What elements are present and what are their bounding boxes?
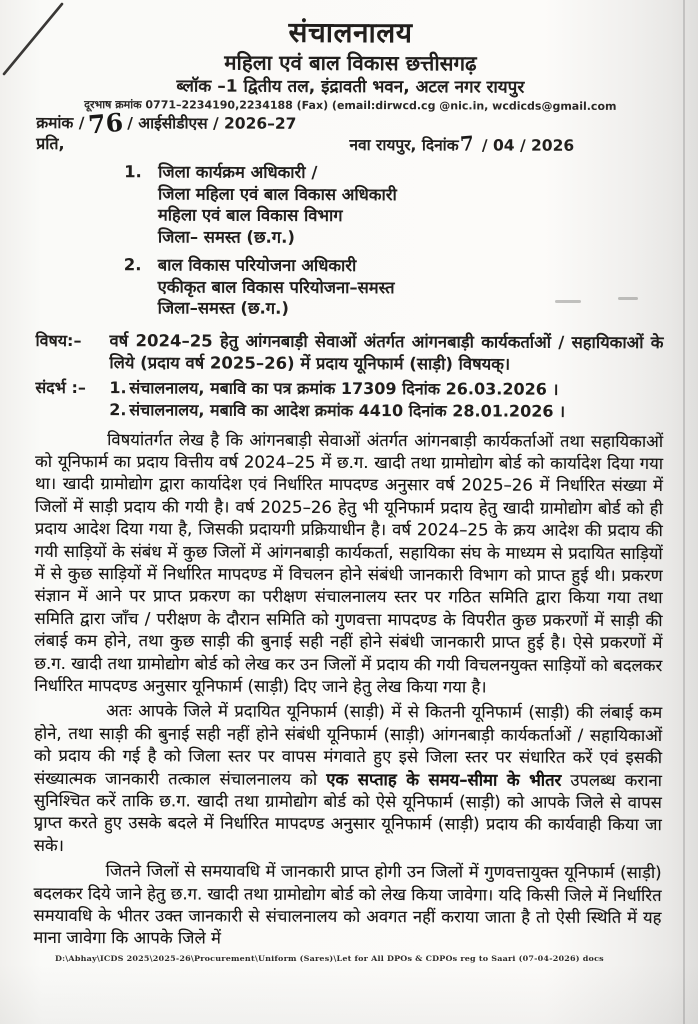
- addressee-line: एकीकृत बाल विकास परियोजना–समस्त: [157, 276, 395, 297]
- place-date-label: नवा रायपुर, दिनांक: [349, 135, 459, 155]
- addressee-line: बाल विकास परियोजना अधिकारी: [157, 255, 357, 276]
- addressee-number: 2.: [123, 255, 142, 275]
- letter-content: [33, 15, 664, 952]
- org-title: संचालनालय: [288, 15, 413, 50]
- addressee-lines: [158, 254, 395, 319]
- handwritten-date-day: 7: [459, 130, 476, 156]
- body-paragraph-1: विषयांतर्गत लेख है कि आंगनबाड़ी सेवाओं अंतर्गत आंगनबाड़ी कार्यकर्ताओं तथा सहायिकाओं को यूनिफार्म का प्रदाय वित्तीय वर्ष 2024–25 में छ.ग. खादी तथा ग्रामोद्योग बोर्ड को कार्यादेश दिया गया था। खादी ग्रामोद्योग द्वारा कार्यादेश एवं निर्धारित मापदण्ड अनुसार वर्ष 2025–26 में निर्धारित संख्या में जिलों में साड़ी प्रदाय की गयी है। वर्ष 2025–26 हेतु भी यूनिफार्म प्रदाय हेतु खादी ग्रामोद्योग बोर्ड को ही प्रदाय आदेश दिया गया है, जिसकी प्रदायगी प्रक्रियाधीन है। वर्ष 2024–25 के क्रय आदेश की प्रदाय की गयी साड़ियों के संबंध में कुछ जिलों में आंगनबाड़ी कार्यकर्ता, सहायिका संघ के माध्यम से प्रदायित साड़ियों में से कुछ साड़ियों में निर्धारित मापदण्ड में विचलन होने संबंधी जानकारी विभाग को प्राप्त हुई थी। प्रकरण संज्ञान में आने पर प्राप्त प्रकरण का परीक्षण संचालनालय स्तर पर गठित समिति द्वारा किया गया तथा समिति द्वारा जाँच / परीक्षण के दौरान समिति को गुणवत्ता मापदण्ड के विपरीत कुछ प्रकरणों में साड़ी की लंबाई कम होने, तथा कुछ साड़ी की बुनाई सही नहीं होने संबंधी जानकारी प्राप्त हुई है। ऐसे प्रकरणों में छ.ग. खादी तथा ग्रामोद्योग बोर्ड को लेख कर उन जिलों में प्रदाय की गयी विचलनयुक्त साड़ियों को बदलकर निर्धारित मापदण्ड अनुसार यूनिफार्म (साड़ी) दिए जाने हेतु लेख किया गया है।: [34, 429, 664, 697]
- place-date: [349, 130, 575, 156]
- addressee-line: महिला एवं बाल विकास विभाग: [157, 205, 343, 225]
- reference-item-2: [109, 399, 565, 423]
- subject-label: विषय:–: [35, 330, 82, 350]
- reference-number: 2.: [109, 399, 127, 419]
- body-paragraph-2: [34, 700, 663, 859]
- salutation-date-row: [36, 130, 664, 156]
- addressee-item-1: [36, 161, 664, 249]
- reference-block: [35, 376, 663, 422]
- reference-items: [109, 377, 565, 423]
- scan-bottom-shadow: [0, 964, 698, 1024]
- deadline-bold-text: एक सप्ताह के समय–सीमा के भीतर: [326, 769, 562, 790]
- addressee-item-2: [36, 254, 664, 321]
- addressee-line: जिला– समस्त (छ.ग.): [157, 226, 295, 247]
- handwritten-letter-number: 76: [87, 107, 125, 140]
- contact-line: दूरभाष क्रमांक 0771–2234190,2234188 (Fax) (email:dirwcd.cg @nic.in, wcdicds@gmail.com: [84, 98, 617, 113]
- department-title: महिला एवं बाल विकास छत्तीसगढ़: [224, 50, 477, 76]
- reference-text: संचालनालय, मबावि का आदेश क्रमांक 4410 दिनांक 28.01.2026 ।: [129, 399, 566, 421]
- reference-text: संचालनालय, मबावि का पत्र क्रमांक 17309 दिनांक 26.03.2026 ।: [129, 377, 559, 399]
- body-paragraph-3: जितने जिलों से समयावधि में जानकारी प्राप्त होगी उन जिलों में गुणवत्तायुक्त यूनिफार्म (साड़ी) बदलकर दिये जाने हेतु छ.ग. खादी तथा ग्रामोद्योग बोर्ड को लेख किया जावेगा। यदि किसी जिले में निर्धारित समयावधि के भीतर उक्त जानकारी से संचालनालय को अवगत नहीं कराया जाता है तो ऐसी स्थिति में यह माना जावेगा कि आपके जिले में: [33, 861, 662, 948]
- subject-text: वर्ष 2024–25 हेतु आंगनबाड़ी सेवाओं अंतर्गत आंगनबाड़ी कार्यकर्ताओं / सहायिकाओं के लिये (प्रदाय वर्ष 2025–26) में प्रदाय यूनिफार्म (साड़ी) विषयक्।: [109, 330, 664, 374]
- salutation-prati: प्रति,: [36, 133, 65, 154]
- paragraph-2-text-after: उपलब्ध कराना सुनिश्चित करें ताकि छ.ग. खादी तथा ग्रामोद्योग बोर्ड को ऐसे यूनिफार्म (साड़ी) को आपके जिले से वापस प्राप्त करते हुए उसके बदले में निर्धारित मापदण्ड अनुसार यूनिफार्म (साड़ी) प्रदाय की कार्यवाही किया जा सके।: [33, 770, 663, 855]
- addressee-line: जिला कार्यक्रम अधिकारी /: [158, 162, 318, 182]
- office-address: ब्लॉक –1 द्वितीय तल, इंद्रावती भवन, अटल नगर रायपुर: [176, 76, 525, 98]
- footer-file-path: D:\Abhay\ICDS 2025\2025-26\Procurement\Uniform (Sares)\Let for All DPOs & CDPOs reg to Saari (07-04-2026) docs: [55, 953, 604, 963]
- reference-label: संदर्भ :–: [35, 377, 86, 397]
- addressee-line: जिला–समस्त (छ.ग.): [157, 298, 289, 318]
- reference-number: 1.: [109, 377, 127, 397]
- letter-number-suffix: / आईसीडीएस / 2026–27: [127, 114, 297, 133]
- letter-number-prefix: क्रमांक /: [36, 113, 85, 133]
- scan-edge-line: [683, 0, 685, 1024]
- addressee-number: 1.: [124, 162, 142, 182]
- addressee-line: जिला महिला एवं बाल विकास अधिकारी: [157, 183, 397, 204]
- subject-block: [35, 329, 663, 376]
- reference-item-1: [109, 377, 565, 401]
- paragraph-2-text: अतः आपके जिले में प्रदायित यूनिफार्म (साड़ी) में से कितनी यूनिफार्म (साड़ी) की लंबाई कम होने, तथा साड़ी की बुनाई सही नहीं होने संबंधी यूनिफार्म (साड़ी) आंगनबाड़ी कार्यकर्ताओं / सहायिकाओं को प्रदाय की गई है को जिला स्तर पर वापस मंगवाते हुए इसे जिला स्तर पर संधारित करें एवं इसकी संख्यात्मक जानकारी तत्काल संचालनालय को: [33, 701, 663, 789]
- letter-number-row: [36, 107, 664, 140]
- addressee-lines: [158, 161, 397, 248]
- date-rest: / 04 / 2026: [481, 136, 575, 155]
